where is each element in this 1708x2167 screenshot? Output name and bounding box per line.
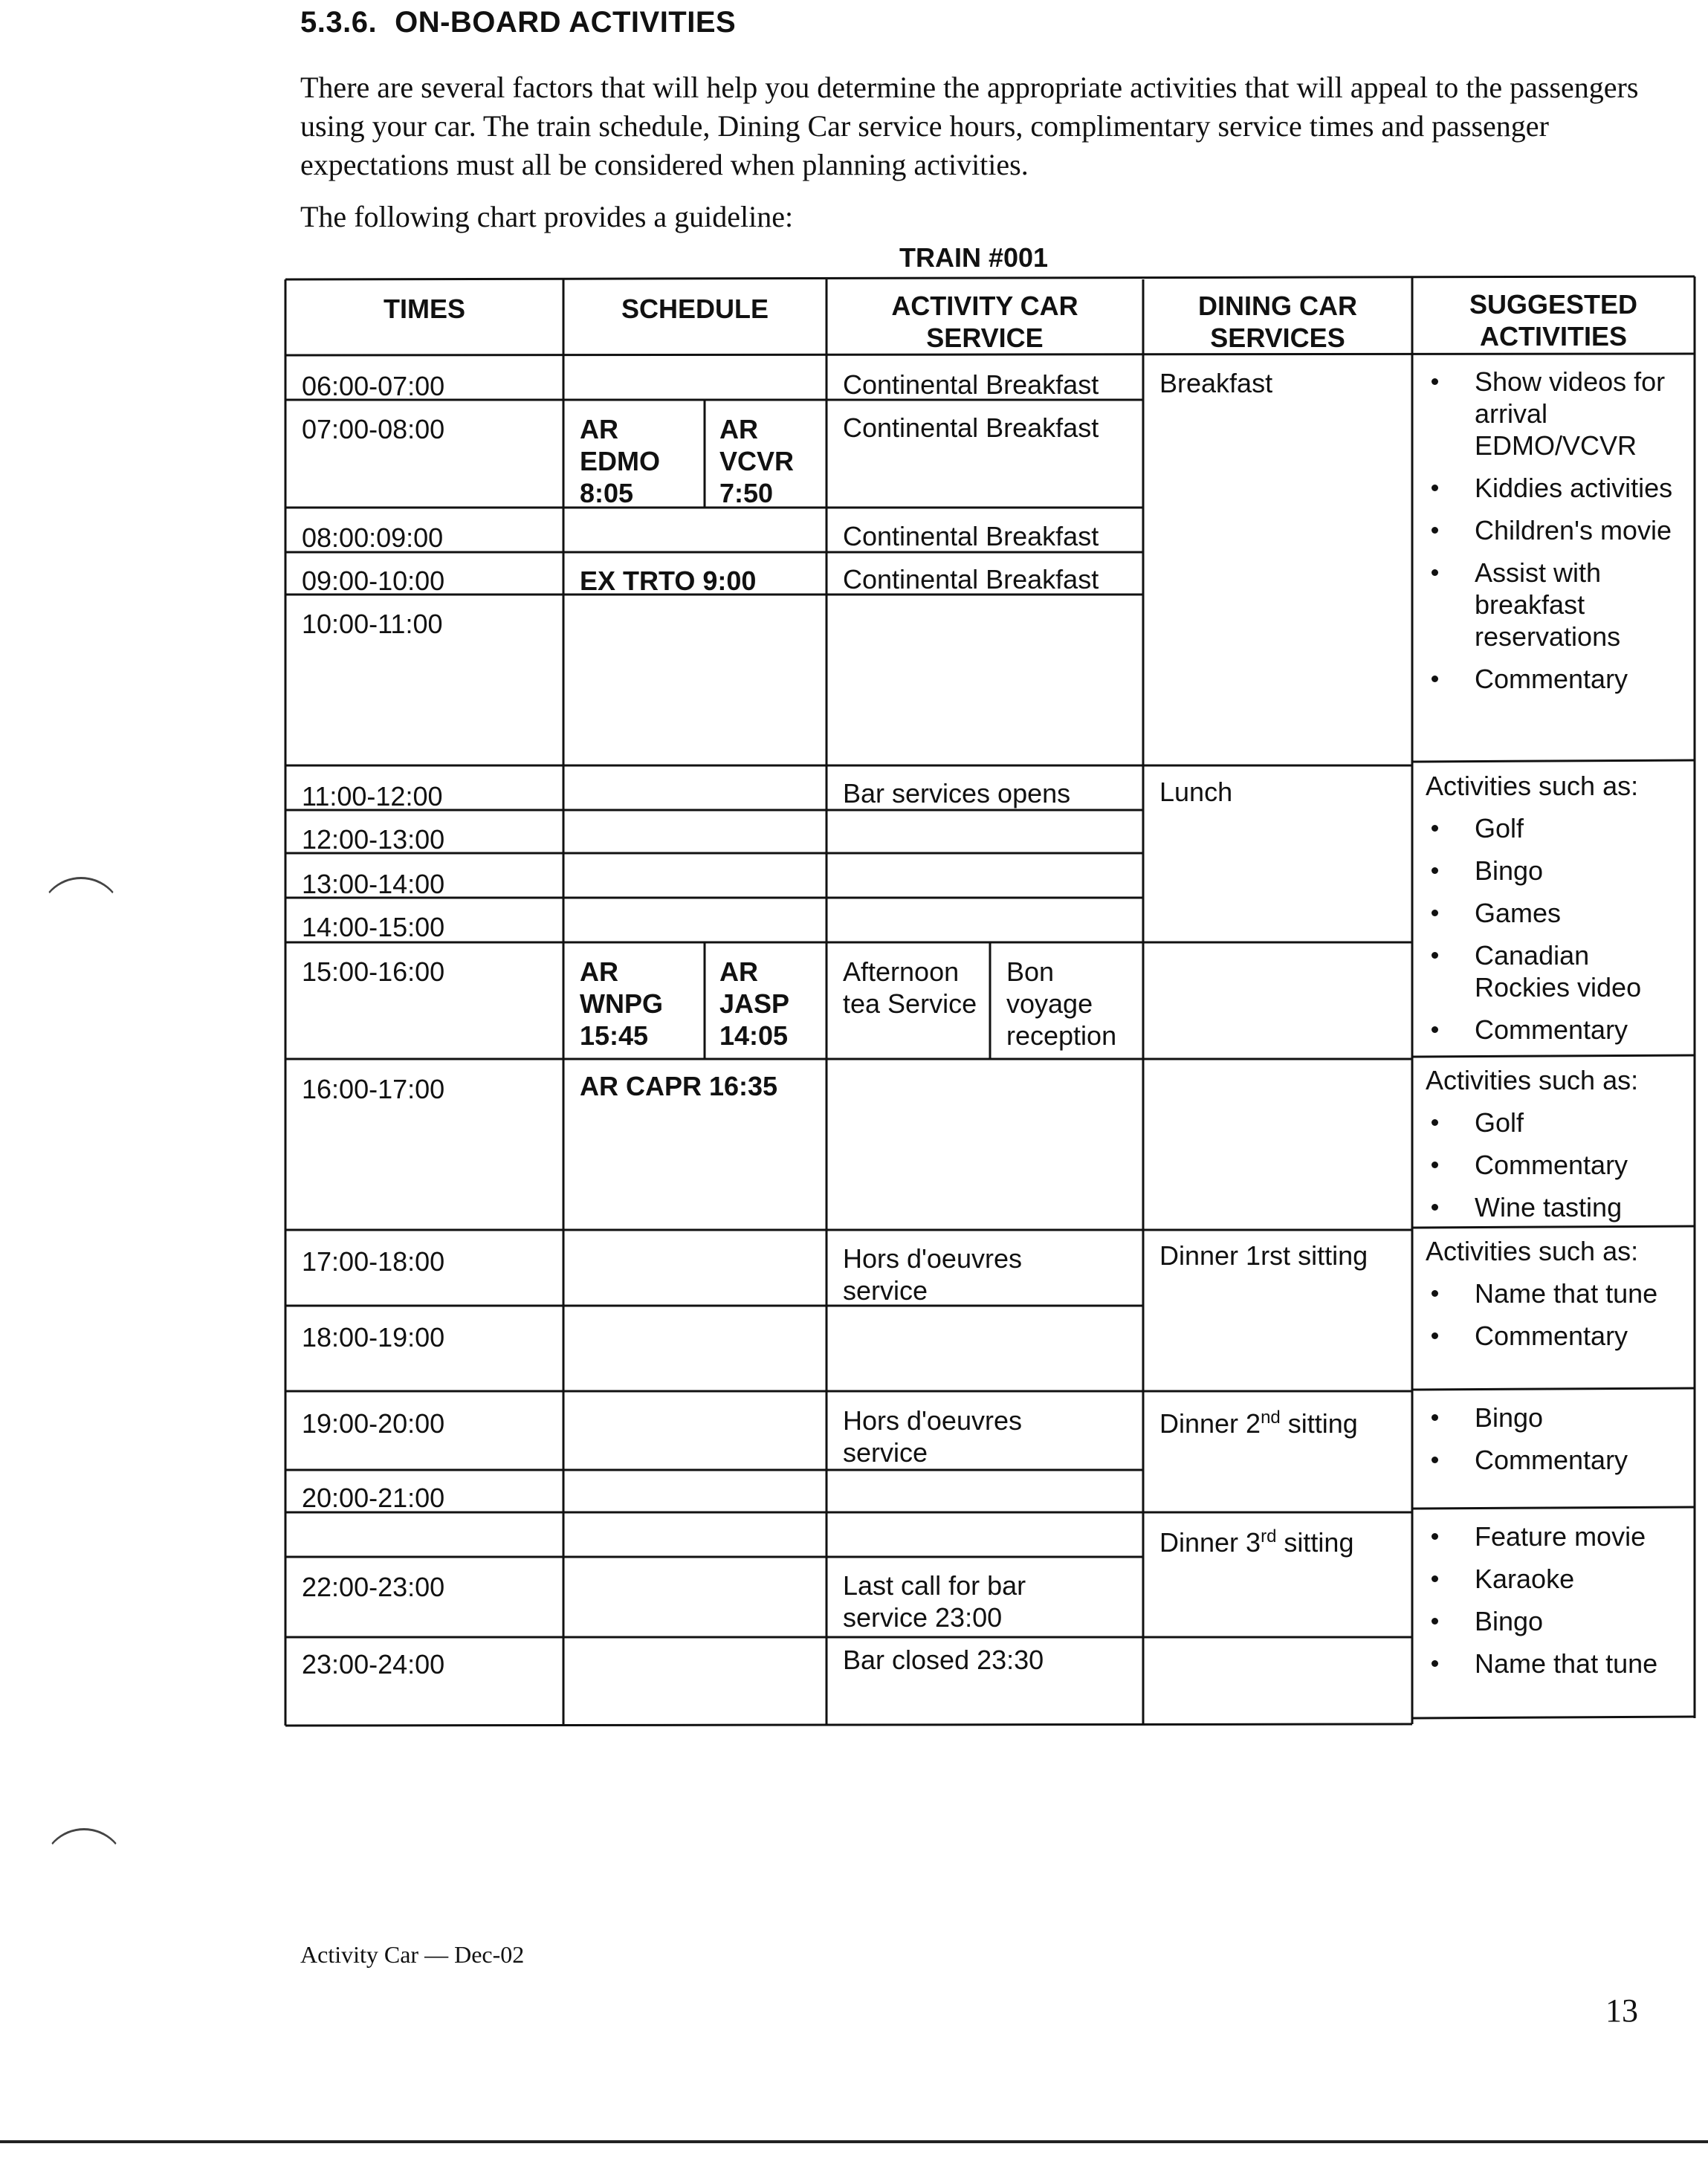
table-title: TRAIN #001 [899,242,1049,273]
time-cell: 17:00-18:00 [302,1246,445,1277]
list-item: Kiddies activities [1418,472,1689,504]
activity-cell: Hors d'oeuvres service [843,1243,1022,1306]
time-cell: 09:00-10:00 [302,566,445,596]
section-number: 5.3.6. [300,6,378,39]
activity-cell: Bar closed 23:30 [843,1645,1044,1675]
intro-paragraph: There are several factors that will help you determine the appropriate activities that will appeal to the passengers using your car. The train schedule, Dining Car service hours, complimentary service times and passenger expectations must all be considered when planning activities. [300,71,1639,181]
time-cell: 08:00:09:00 [302,522,444,553]
time-cell: 12:00-13:00 [302,824,445,855]
list-item: Commentary [1418,1320,1689,1352]
list-item: Golf [1418,1107,1689,1138]
list-item: Karaoke [1418,1563,1689,1595]
dining-dinner-first-sitting: Dinner 1rst sitting [1159,1240,1368,1271]
page-number: 13 [1605,1992,1638,2029]
suggested-group-morning [1412,361,1695,705]
list-item: Golf [1418,812,1689,844]
list-item: Feature movie [1418,1520,1689,1552]
list-item: Bingo [1418,1605,1689,1637]
list-item: Canadian Rockies video [1418,939,1689,1003]
lead-sentence: The following chart provides a guideline: [300,200,794,233]
dining-dinner-third-sitting [1143,1515,1412,1564]
time-cell: 22:00-23:00 [302,1572,445,1602]
dining-dinner2-sitting: sitting [1280,1408,1358,1439]
time-cell [285,1520,563,1532]
header-times: TIMES [383,294,465,324]
schedule-arrival-wnpg: AR WNPG 15:45 [580,956,663,1051]
dining-lunch: Lunch [1159,777,1233,807]
list-item: Commentary [1418,1014,1689,1046]
activity-afternoon-tea: Afternoon tea Service [843,956,977,1019]
list-item: Assist with breakfast reservations [1418,557,1689,652]
activity-cell: Continental Breakfast [843,564,1099,595]
list-item: Show videos for arrival EDMO/VCVR [1418,366,1689,461]
header-suggested-activities: SUGGESTED ACTIVITIES [1469,289,1638,352]
suggested-group-midday [1412,767,1695,1056]
time-cell: 20:00-21:00 [302,1483,445,1513]
dining-dinner3-suffix: rd [1261,1526,1277,1546]
dining-dinner3-text: Dinner 3 [1159,1527,1261,1558]
schedule-arrival-vcvr: AR VCVR 7:50 [719,414,795,508]
suggested-group-early-evening [1412,1232,1695,1362]
activity-cell: Last call for bar service 23:00 [843,1570,1026,1633]
list-item: Name that tune [1418,1277,1689,1309]
list-item: Games [1418,897,1689,929]
dining-dinner3-sitting: sitting [1276,1527,1354,1558]
list-item: Name that tune [1418,1648,1689,1679]
time-cell: 06:00-07:00 [302,371,445,401]
dining-dinner-second-sitting [1143,1396,1412,1445]
list-item: Commentary [1418,1149,1689,1181]
time-cell: 19:00-20:00 [302,1408,445,1439]
time-cell: 23:00-24:00 [302,1649,445,1679]
list-item: Bingo [1418,855,1689,887]
header-activity-car-service: ACTIVITY CAR SERVICE [891,291,1078,353]
activity-cell: Hors d'oeuvres service [843,1405,1022,1468]
section-title: ON-BOARD ACTIVITIES [395,6,737,39]
schedule-arrival-jasp: AR JASP 14:05 [719,956,789,1051]
time-cell: 16:00-17:00 [302,1074,445,1104]
time-cell: 15:00-16:00 [302,956,445,987]
time-cell: 11:00-12:00 [302,781,443,812]
activity-cell: Bar services opens [843,778,1071,809]
list-item: Wine tasting [1418,1191,1689,1223]
suggested-group-afternoon [1412,1061,1695,1234]
bottom-edge-rule [0,2140,1708,2143]
time-cell: 13:00-14:00 [302,869,445,899]
suggested-group-late-evening [1412,1513,1695,1690]
time-cell: 07:00-08:00 [302,414,445,444]
activity-cell: Continental Breakfast [843,412,1099,443]
list-item: Children's movie [1418,514,1689,546]
suggested-intro: Activities such as: [1426,771,1639,801]
time-cell: 18:00-19:00 [302,1322,445,1353]
list-item: Commentary [1418,663,1689,695]
list-item: Commentary [1418,1444,1689,1476]
schedule-arrival-capr: AR CAPR 16:35 [580,1071,778,1101]
time-cell: 14:00-15:00 [302,912,445,942]
schedule-arrival-edmo: AR EDMO 8:05 [580,414,660,508]
time-cell: 10:00-11:00 [302,609,443,639]
dining-breakfast: Breakfast [1159,368,1273,398]
dining-dinner2-text: Dinner 2 [1159,1408,1261,1439]
suggested-group-evening [1412,1394,1695,1486]
activity-cell: Continental Breakfast [843,369,1099,400]
activity-cell: Continental Breakfast [843,521,1099,551]
page-footer: Activity Car — Dec-02 [300,1941,525,1968]
schedule-departure-trto: EX TRTO 9:00 [580,566,757,596]
suggested-intro: Activities such as: [1426,1065,1639,1095]
activity-bon-voyage: Bon voyage reception [1006,956,1117,1051]
list-item: Bingo [1418,1402,1689,1434]
dining-dinner2-suffix: nd [1261,1408,1281,1428]
header-dining-car-services: DINING CAR SERVICES [1198,291,1357,353]
suggested-intro: Activities such as: [1426,1236,1639,1266]
header-schedule: SCHEDULE [621,294,769,324]
